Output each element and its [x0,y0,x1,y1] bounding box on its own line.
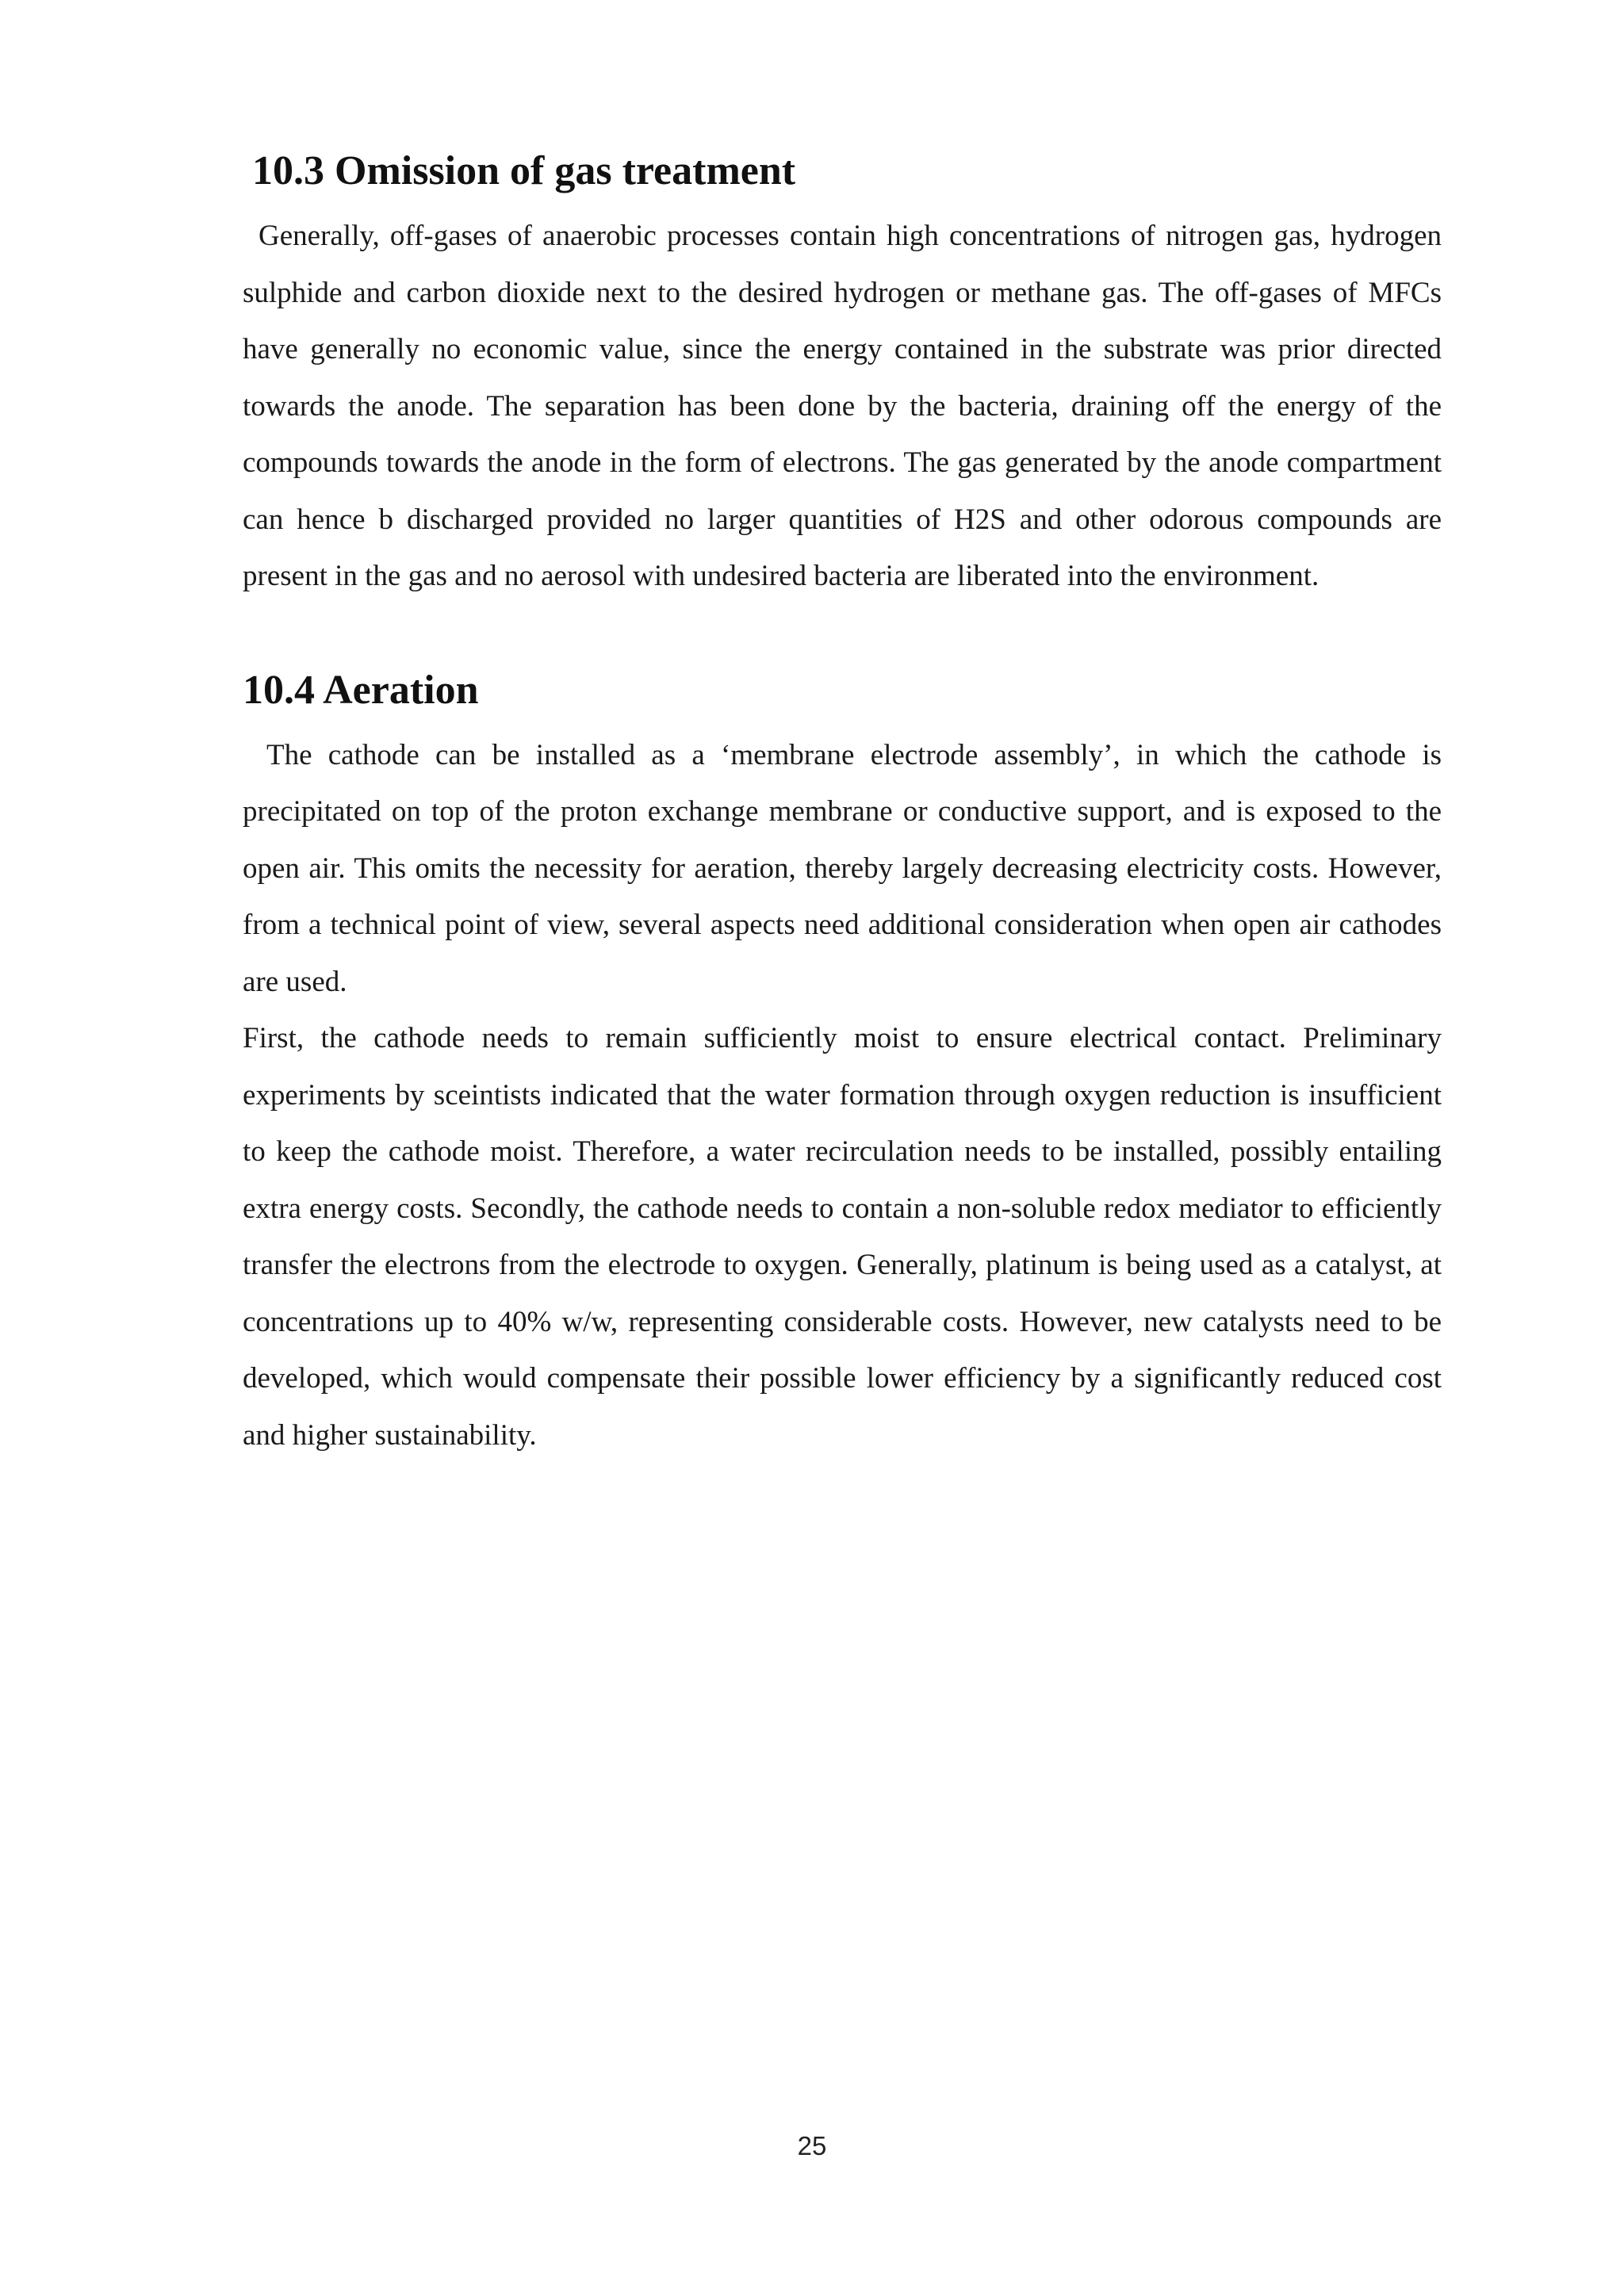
section-gap [243,605,1442,654]
section-heading-aeration: 10.4 Aeration [243,667,479,713]
page-content [243,135,1442,1464]
page-number: 25 [797,2131,827,2160]
paragraph-aeration-details: First, the cathode needs to remain sufficiently moist to ensure electrical contact. Preliminary experiments by sceintists indicated that the water formation through oxygen reduction is insufficient to keep the cathode moist. Therefore, a water recirculation needs to be installed, possibly entailing extra energy costs. Secondly, the cathode needs to contain a non-soluble redox mediator to efficiently transfer the electrons from the electrode to oxygen. Generally, platinum is being used as a catalyst, at concentrations up to 40% w/w, representing considerable costs. However, new catalysts need to be developed, which would compensate their possible lower efficiency by a significantly reduced cost and higher sustainability. [243,1022,1442,1452]
paragraph-gas-treatment: Generally, off-gases of anaerobic processes contain high concentrations of nitrogen gas, hydrogen sulphide and carbon dioxide next to the desired hydrogen or methane gas. The off-gases of MFCs have generally no economic value, since the energy contained in the substrate was prior directed towards the anode. The separation has been done by the bacteria, draining off the energy of the compounds towards the anode in the form of electrons. The gas generated by the anode compartment can hence b discharged provided no larger quantities of H2S and other odorous compounds are present in the gas and no aerosol with undesired bacteria are liberated into the environment. [243,220,1442,592]
paragraph-aeration-intro: The cathode can be installed as a ‘membrane electrode assembly’, in which the cathode is precipitated on top of the proton exchange membrane or conductive support, and is exposed to the open air. This omits the necessity for aeration, thereby largely decreasing electricity costs. However, from a technical point of view, several aspects need additional consideration when open air cathodes are used. [243,738,1442,998]
section-heading-gas-treatment: 10.3 Omission of gas treatment [252,148,796,193]
